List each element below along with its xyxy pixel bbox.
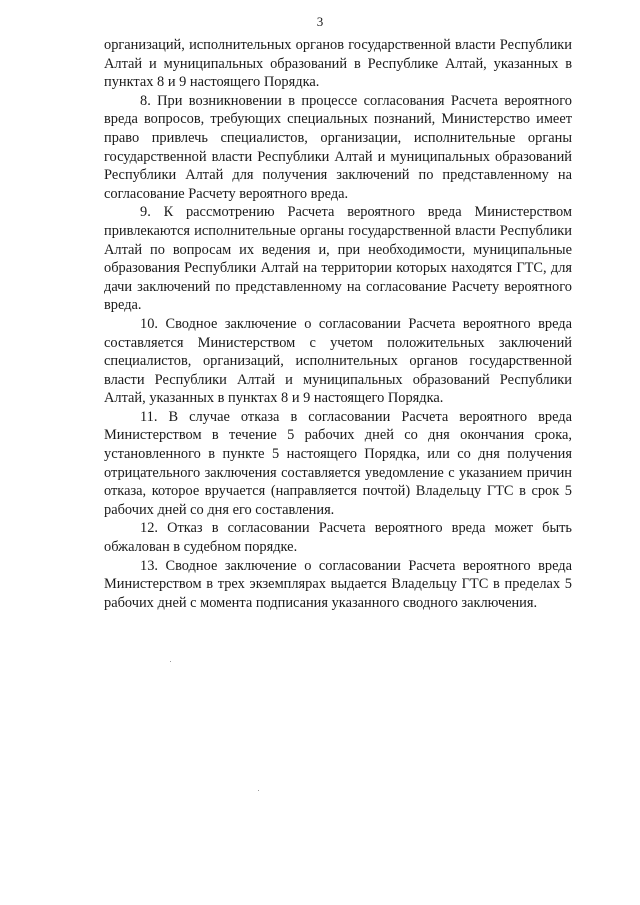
page-number: 3 bbox=[316, 14, 324, 29]
paragraph-item-12: 12. Отказ в согласовании Расчета вероятного вреда может быть обжалован в судебном порядке. bbox=[104, 520, 572, 556]
paragraph-item-9: 9. К рассмотрению Расчета вероятного вреда Министерством привлекаются исполнительные органы государственной власти Республики Алтай по вопросам их ведения и, при необходимости, муниципальные образования Республики Алтай на территории которых находятся ГТС, для дачи заключений по представленному на согласование Расчету вероятного вреда. bbox=[104, 204, 572, 314]
paragraph-item-13: 13. Сводное заключение о согласовании Расчета вероятного вреда Министерством в трех экземплярах выдается Владельцу ГТС в пределах 5 рабочих дней с момента подписания указанного сводного заключения. bbox=[104, 557, 572, 611]
paragraph-item-8: 8. При возникновении в процессе согласования Расчета вероятного вреда вопросов, требующих специальных познаний, Министерство имеет право привлечь специалистов, организации, исполнительные органы государственной власти Республики Алтай и муниципальных образований Республики Алтай для получения заключений по представленному на согласование Расчету вероятного вреда. bbox=[104, 92, 572, 202]
paragraph-item-10: 10. Сводное заключение о согласовании Расчета вероятного вреда составляется Министерством с учетом положительных заключений специалистов, организаций, исполнительных органов государственной власти Республики Алтай и муниципальных образований Республики Алтай, указанных в пунктах 8 и 9 настоящего Порядка. bbox=[104, 315, 572, 407]
document-body bbox=[104, 36, 572, 612]
paragraph-continuation: организаций, исполнительных органов государственной власти Республики Алтай и муниципальных образований в Республике Алтай, указанных в пунктах 8 и 9 настоящего Порядка. bbox=[104, 37, 572, 91]
scan-speck bbox=[170, 661, 171, 662]
scan-speck bbox=[258, 790, 259, 791]
paragraph-item-11: 11. В случае отказа в согласовании Расчета вероятного вреда Министерством в течение 5 рабочих дней со дня окончания срока, установленного в пункте 5 настоящего Порядка, или со дня получения отрицательного заключения составляется уведомление с указанием причин отказа, которое вручается (направляется почтой) Владельцу ГТС в срок 5 рабочих дней со дня его составления. bbox=[104, 408, 572, 518]
